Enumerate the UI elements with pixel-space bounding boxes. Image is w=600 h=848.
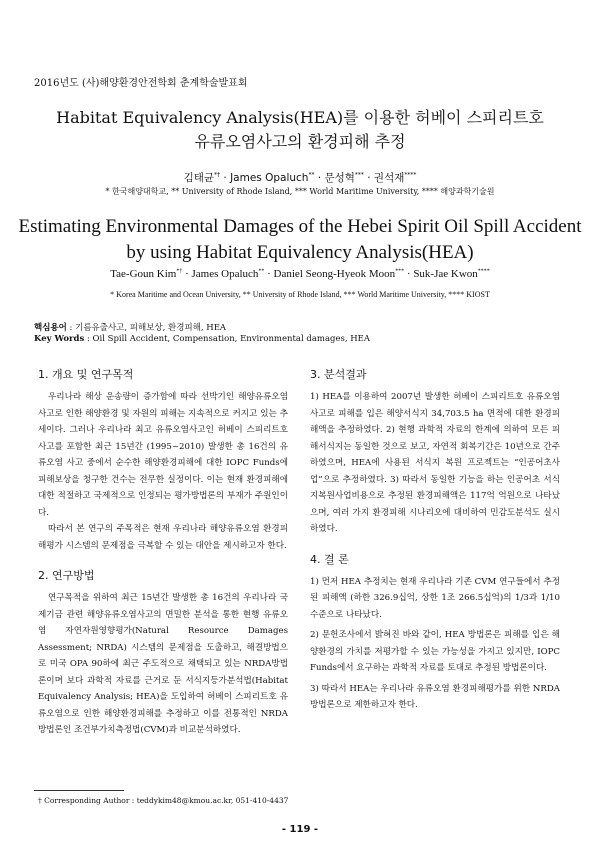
- author-en-1-mark: *†: [176, 268, 183, 275]
- english-title-line-2: by using Habitat Equivalency Analysis(HEA): [126, 242, 474, 263]
- section-1-paragraph-2: 따라서 본 연구의 주목적은 현재 우리나라 해양유류오염 환경피해평가 시스템의 문제점을 극복할 수 있는 대안을 제시하고자 한다.: [38, 524, 288, 551]
- author-en-2-mark: **: [258, 268, 265, 275]
- keywords-english: [34, 334, 370, 344]
- author-3-mark: ***: [354, 171, 364, 179]
- author-en-4-mark: ****: [477, 268, 490, 275]
- keywords-korean-text: : 기름유출사고, 피해보상, 환경피해, HEA: [66, 323, 227, 333]
- author-1-mark: *†: [214, 171, 221, 179]
- author-en-3-mark: ***: [395, 268, 405, 275]
- author-3-name: · 문성혁: [314, 172, 355, 184]
- conference-header: 2016년도 (사)해양환경안전학회 춘계학술발표회: [34, 78, 248, 89]
- korean-title-line-2: 유류오염사고의 환경피해 추정: [194, 132, 406, 151]
- section-1: [38, 367, 288, 554]
- korean-title: [0, 106, 600, 154]
- right-column: [310, 367, 560, 728]
- author-4-mark: ****: [404, 171, 417, 179]
- english-title-line-1: Estimating Environmental Damages of the Hebei Spirit Oil Spill Accident: [18, 216, 582, 237]
- section-2-paragraph-1: 연구목적을 위하여 최근 15년간 발생한 총 16건의 우리나라 국제기금 관련 해양유류오염사고의 면밀한 분석을 통한 현행 유류오염 자연자원영향평가(Natural Resource Damages Assessment; NRDA) 시스템의 문제점을 도출하고, 해결방법으로 미국 OPA 90하에 최근 주도적으로 채택되고 있는 NRDA방법론이며 보다 과학적 자료를 근거로 둔 서식지등가분석법(Habitat Equivalency Analysis; HEA)을 도입하여 허베이 스피리트호 유류오염으로 인한 해양환경피해를 추정하고 이를 전통적인 NRDA방법론인 조건부가치측정법(CVM)과 비교분석하였다.: [38, 593, 288, 735]
- section-1-heading: 1. 개요 및 연구목적: [38, 368, 134, 381]
- keywords-korean: [34, 321, 226, 333]
- author-en-3-name: · Daniel Seong-Hyeok Moon: [264, 268, 396, 280]
- english-affiliations: * Korea Maritime and Ocean University, ** University of Rhode Island, *** World Maritime University, **** KIOST: [110, 290, 490, 299]
- section-2-heading: 2. 연구방법: [38, 569, 95, 582]
- section-4-paragraph-1: 1) 먼저 HEA 추정치는 현재 우리나라 기존 CVM 연구들에서 추정된 피해액 (하한 326.9십억, 상한 1조 266.5십억)의 1/3과 1/10 수준으로 나타났다.: [310, 576, 560, 620]
- section-2: [38, 568, 288, 739]
- footnote-separator: [34, 790, 124, 791]
- korean-affiliations: * 한국해양대학교, ** University of Rhode Island, *** World Maritime University, **** 해양과학기술원: [105, 187, 495, 196]
- korean-authors: [0, 170, 600, 185]
- keywords-english-label: Key Words: [34, 334, 85, 344]
- page-number: - 119 -: [281, 824, 319, 835]
- section-4-heading: 4. 결 론: [310, 552, 349, 566]
- author-en-4-name: · Suk-Jae Kwon: [404, 268, 478, 280]
- section-3: [310, 367, 560, 538]
- author-1-name: 김태균: [183, 172, 215, 184]
- keywords-korean-label: 핵심용어: [34, 323, 67, 333]
- section-1-paragraph-1: 우리나라 해상 운송량이 증가함에 따라 선박기인 해양유류오염사고로 인한 해양환경 및 자원의 피해는 지속적으로 커지고 있는 추세이다. 그러나 우리나라 최고 유류오염사고인 허베이 스피리트호 사고를 포함한 최근 15년간 (1995~2010) 발생한 총 16건의 유류오염 사고 중에서 순수한 해양환경피해에 대한 IOPC Funds에 피해보상을 청구한 건수는 전무한 실정이다. 이는 현재 환경피해에 대한 적절하고 국제적으로 인정되는 평가방법론의 부재가 주원인이다.: [38, 392, 288, 518]
- keywords-english-text: : Oil Spill Accident, Compensation, Environmental damages, HEA: [84, 334, 371, 344]
- english-title: [0, 214, 600, 266]
- author-en-1-name: Tae-Goun Kim: [110, 268, 177, 280]
- section-4-paragraph-3: 3) 따라서 HEA는 우리나라 유류오염 환경피해평가를 위한 NRDA 방법론으로 제한하고자 한다.: [310, 683, 560, 710]
- korean-title-line-1: Habitat Equivalency Analysis(HEA)를 이용한 허베이 스피리트호: [56, 108, 544, 127]
- author-2-name: · James Opaluch: [220, 172, 309, 184]
- section-3-paragraph-1: 1) HEA를 이용하여 2007년 발생한 허베이 스피리트호 유류오염 사고로 피해를 입은 해양서식지 34,703.5 ha 면적에 대한 환경피해액을 추정하였다. 2) 현행 과학적 자료의 한계에 의하여 모든 피해서식지는 동일한 것으로 보고, 자연적 회복기간은 10년으로 간주하였으며, HEA에 사용된 서식지 복원 프로젝트는 “인공어초사업”으로 추정하였다. 3) 따라서 동일한 기능을 하는 인공어초 서식지복원사업비용으로 추정된 환경피해액은 117억 억원으로 나타났으며, 여러 가지 환경피해 시나리오에 대비하여 민감도분석도 실시하였다.: [310, 392, 560, 534]
- corresponding-author-footnote: † Corresponding Author : teddykim48@kmou.ac.kr, 051-410-4437: [38, 796, 289, 805]
- left-column: [38, 367, 288, 753]
- section-4: [310, 552, 560, 714]
- author-4-name: · 권석재: [363, 172, 405, 184]
- english-authors: [0, 268, 600, 280]
- author-en-2-name: · James Opaluch: [182, 268, 259, 280]
- section-4-paragraph-2: 2) 문헌조사에서 밝혀진 바와 같이, HEA 방법론은 피해를 입은 해양환경의 가치를 저평가할 수 있는 가능성을 가지고 있지만, IOPC Funds에서 요구하는 과학적 자료를 토대로 추정된 방법론이다.: [310, 630, 560, 673]
- section-3-heading: 3. 분석결과: [310, 368, 367, 381]
- author-2-mark: **: [308, 171, 315, 179]
